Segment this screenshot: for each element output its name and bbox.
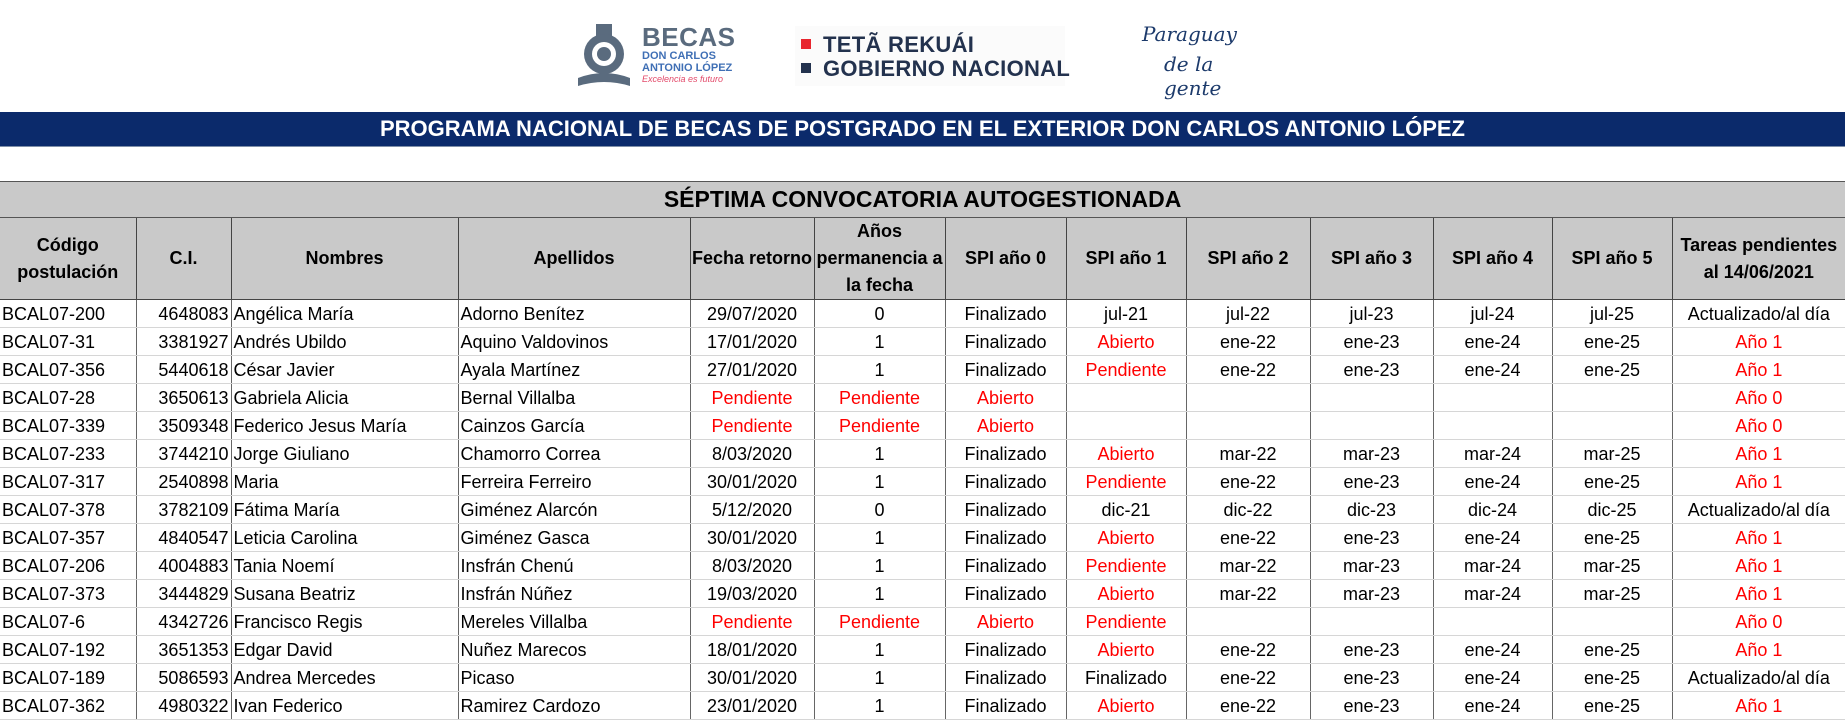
table-row [0,300,1845,328]
col-nombres-cell[interactable]: Ivan Federico [231,692,458,720]
col-codigo-cell[interactable]: BCAL07-200 [0,300,136,328]
col-spi-1-header: SPI año 1 [1066,218,1186,300]
table-row [0,608,1845,636]
col-anios-permanencia-cell[interactable]: 1 [814,468,945,496]
col-spi-0-cell[interactable]: Finalizado [945,356,1066,384]
col-tareas-pendientes-cell[interactable]: Año 1 [1672,524,1845,552]
col-nombres-cell[interactable]: Leticia Carolina [231,524,458,552]
col-apellidos-cell[interactable]: Chamorro Correa [458,440,690,468]
col-tareas-pendientes-cell[interactable]: Año 1 [1672,440,1845,468]
col-apellidos-cell[interactable]: Insfrán Núñez [458,580,690,608]
col-ci-cell[interactable]: 2540898 [136,468,231,496]
paraguay-line1: Paraguay [1142,22,1237,46]
col-apellidos-cell[interactable]: Cainzos García [458,412,690,440]
col-codigo-cell[interactable]: BCAL07-356 [0,356,136,384]
col-ci-cell[interactable]: 3509348 [136,412,231,440]
col-tareas-pendientes-cell[interactable]: Actualizado/al día [1672,300,1845,328]
col-fecha-retorno-header: Fecha retorno [690,218,814,300]
column-header-row [0,218,1845,300]
col-tareas-pendientes-cell[interactable]: Año 1 [1672,468,1845,496]
col-spi-4-cell[interactable]: ene-24 [1433,356,1552,384]
becas-sub2: ANTONIO LÓPEZ [642,62,733,74]
col-spi-1-cell[interactable]: Abierto [1066,524,1186,552]
col-ci-cell[interactable]: 4648083 [136,300,231,328]
col-spi-2-cell[interactable] [1186,384,1310,412]
col-spi-2-cell[interactable]: jul-22 [1186,300,1310,328]
col-spi-1-cell[interactable]: Abierto [1066,440,1186,468]
col-ci-cell[interactable]: 3444829 [136,580,231,608]
col-apellidos-cell[interactable]: Ramirez Cardozo [458,692,690,720]
col-tareas-pendientes-cell[interactable]: Actualizado/al día [1672,496,1845,524]
col-spi-0-cell[interactable]: Finalizado [945,580,1066,608]
col-tareas-pendientes-cell[interactable]: Año 0 [1672,384,1845,412]
col-spi-1-cell[interactable]: Pendiente [1066,552,1186,580]
col-codigo-cell[interactable]: BCAL07-378 [0,496,136,524]
col-nombres-cell[interactable]: Edgar David [231,636,458,664]
col-codigo-cell[interactable]: BCAL07-31 [0,328,136,356]
col-spi-1-cell[interactable]: Pendiente [1066,468,1186,496]
col-fecha-retorno-cell[interactable]: Pendiente [690,608,814,636]
col-anios-permanencia-cell[interactable]: Pendiente [814,412,945,440]
col-nombres-cell[interactable]: Francisco Regis [231,608,458,636]
col-spi-3-cell[interactable]: mar-23 [1310,580,1433,608]
tetarekuai-logo [795,26,1071,86]
col-tareas-pendientes-header: Tareas pendientes al 14/06/2021 [1672,218,1845,300]
col-nombres-cell[interactable]: Maria [231,468,458,496]
table-row [0,468,1845,496]
col-codigo-cell[interactable]: BCAL07-6 [0,608,136,636]
col-spi-0-cell[interactable]: Abierto [945,608,1066,636]
tetarekuai-line2: GOBIERNO NACIONAL [823,56,1071,81]
col-spi-2-cell[interactable]: mar-22 [1186,552,1310,580]
col-tareas-pendientes-cell[interactable]: Año 1 [1672,692,1845,720]
col-spi-1-cell[interactable]: Pendiente [1066,356,1186,384]
tetarekuai-line1: TETÃ REKUÁI [823,32,975,57]
col-apellidos-cell[interactable]: Insfrán Chenú [458,552,690,580]
col-anios-permanencia-cell[interactable]: 0 [814,496,945,524]
becas-logo [574,18,734,92]
col-nombres-cell[interactable]: Andrés Ubildo [231,328,458,356]
table-row [0,580,1845,608]
col-spi-2-cell[interactable]: dic-22 [1186,496,1310,524]
col-ci-cell[interactable]: 3650613 [136,384,231,412]
col-spi-1-cell[interactable] [1066,384,1186,412]
col-spi-5-cell[interactable] [1552,608,1672,636]
col-nombres-cell[interactable]: Federico Jesus María [231,412,458,440]
col-spi-5-cell[interactable]: dic-25 [1552,496,1672,524]
col-spi-1-cell[interactable]: dic-21 [1066,496,1186,524]
col-codigo-cell[interactable]: BCAL07-233 [0,440,136,468]
col-apellidos-cell[interactable]: Aquino Valdovinos [458,328,690,356]
col-apellidos-cell[interactable]: Nuñez Marecos [458,636,690,664]
becas-tagline: Excelencia es futuro [642,74,724,84]
col-spi-3-cell[interactable] [1310,608,1433,636]
col-codigo-cell[interactable]: BCAL07-28 [0,384,136,412]
col-spi-5-cell[interactable]: jul-25 [1552,300,1672,328]
col-tareas-pendientes-cell[interactable]: Año 0 [1672,608,1845,636]
table-row [0,636,1845,664]
table-body [0,300,1845,720]
paraguay-logo [1138,22,1238,100]
col-spi-5-cell[interactable]: mar-25 [1552,552,1672,580]
col-spi-2-cell[interactable]: ene-22 [1186,692,1310,720]
col-spi-1-cell[interactable]: Pendiente [1066,608,1186,636]
col-spi-3-cell[interactable]: ene-23 [1310,356,1433,384]
col-anios-permanencia-cell[interactable]: 1 [814,356,945,384]
table-row [0,552,1845,580]
col-fecha-retorno-cell[interactable]: 30/01/2020 [690,664,814,692]
col-apellidos-cell[interactable]: Picaso [458,664,690,692]
col-tareas-pendientes-cell[interactable]: Año 1 [1672,580,1845,608]
col-spi-4-cell[interactable]: ene-24 [1433,468,1552,496]
col-spi-1-cell[interactable]: Abierto [1066,580,1186,608]
table-row [0,328,1845,356]
col-spi-4-cell[interactable]: ene-24 [1433,636,1552,664]
col-anios-permanencia-cell[interactable]: 1 [814,664,945,692]
col-fecha-retorno-cell[interactable]: 30/01/2020 [690,468,814,496]
col-spi-4-cell[interactable]: jul-24 [1433,300,1552,328]
col-spi-3-cell[interactable]: mar-23 [1310,440,1433,468]
col-spi-3-cell[interactable]: ene-23 [1310,692,1433,720]
col-anios-permanencia-cell[interactable]: Pendiente [814,384,945,412]
col-anios-permanencia-cell[interactable]: Pendiente [814,608,945,636]
col-codigo-cell[interactable]: BCAL07-357 [0,524,136,552]
col-spi-2-cell[interactable]: ene-22 [1186,356,1310,384]
col-apellidos-header: Apellidos [458,218,690,300]
col-spi-0-cell[interactable]: Finalizado [945,692,1066,720]
becas-emblem-icon [574,22,634,90]
col-spi-2-cell[interactable] [1186,412,1310,440]
program-title: PROGRAMA NACIONAL DE BECAS DE POSTGRADO EN EL EXTERIOR DON CARLOS ANTONIO LÓPEZ [379,116,1465,141]
col-spi-3-cell[interactable]: jul-23 [1310,300,1433,328]
col-nombres-cell[interactable]: Jorge Giuliano [231,440,458,468]
col-apellidos-cell[interactable]: Mereles Villalba [458,608,690,636]
col-spi-4-cell[interactable]: mar-24 [1433,580,1552,608]
col-fecha-retorno-cell[interactable]: 23/01/2020 [690,692,814,720]
col-codigo-cell[interactable]: BCAL07-317 [0,468,136,496]
scholarship-table [0,181,1845,720]
col-spi-2-cell[interactable]: mar-22 [1186,440,1310,468]
col-codigo-cell[interactable]: BCAL07-189 [0,664,136,692]
red-square-icon [801,39,811,49]
becas-sub1: DON CARLOS [642,50,716,62]
col-anios-permanencia-cell[interactable]: 1 [814,524,945,552]
col-ci-cell[interactable]: 5086593 [136,664,231,692]
col-anios-permanencia-cell[interactable]: 1 [814,328,945,356]
col-spi-5-cell[interactable]: ene-25 [1552,468,1672,496]
col-anios-permanencia-cell[interactable]: 1 [814,580,945,608]
col-spi-5-cell[interactable]: mar-25 [1552,440,1672,468]
col-ci-cell[interactable]: 3381927 [136,328,231,356]
col-tareas-pendientes-cell[interactable]: Año 1 [1672,328,1845,356]
col-fecha-retorno-cell[interactable]: 30/01/2020 [690,524,814,552]
col-ci-cell[interactable]: 3651353 [136,636,231,664]
col-spi-2-cell[interactable]: ene-22 [1186,636,1310,664]
col-ci-cell[interactable]: 4004883 [136,552,231,580]
col-spi-4-cell[interactable]: mar-24 [1433,552,1552,580]
col-ci-cell[interactable]: 4980322 [136,692,231,720]
program-banner [0,112,1845,147]
col-spi-0-cell[interactable]: Finalizado [945,552,1066,580]
col-apellidos-cell[interactable]: Ayala Martínez [458,356,690,384]
col-spi-0-cell[interactable]: Finalizado [945,636,1066,664]
col-spi-0-cell[interactable]: Finalizado [945,328,1066,356]
col-spi-2-header: SPI año 2 [1186,218,1310,300]
table-row [0,384,1845,412]
col-spi-0-header: SPI año 0 [945,218,1066,300]
col-codigo-cell[interactable]: BCAL07-373 [0,580,136,608]
col-fecha-retorno-cell[interactable]: Pendiente [690,384,814,412]
col-spi-1-cell[interactable] [1066,412,1186,440]
col-spi-4-cell[interactable]: dic-24 [1433,496,1552,524]
col-spi-4-cell[interactable] [1433,384,1552,412]
col-tareas-pendientes-cell[interactable]: Actualizado/al día [1672,664,1845,692]
col-nombres-cell[interactable]: César Javier [231,356,458,384]
section-title: SÉPTIMA CONVOCATORIA AUTOGESTIONADA [0,182,1845,218]
col-anios-permanencia-cell[interactable]: 1 [814,692,945,720]
col-spi-1-cell[interactable]: Abierto [1066,692,1186,720]
col-nombres-cell[interactable]: Fátima María [231,496,458,524]
col-nombres-cell[interactable]: Susana Beatriz [231,580,458,608]
col-nombres-cell[interactable]: Andrea Mercedes [231,664,458,692]
col-spi-0-cell[interactable]: Finalizado [945,300,1066,328]
col-nombres-cell[interactable]: Tania Noemí [231,552,458,580]
col-ci-header: C.I. [136,218,231,300]
col-spi-2-cell[interactable]: ene-22 [1186,328,1310,356]
col-spi-3-cell[interactable]: mar-23 [1310,552,1433,580]
col-spi-5-cell[interactable]: ene-25 [1552,692,1672,720]
col-spi-4-cell[interactable]: ene-24 [1433,524,1552,552]
col-spi-5-cell[interactable] [1552,384,1672,412]
col-fecha-retorno-cell[interactable]: Pendiente [690,412,814,440]
col-fecha-retorno-cell[interactable]: 5/12/2020 [690,496,814,524]
col-fecha-retorno-cell[interactable]: 8/03/2020 [690,552,814,580]
col-spi-2-cell[interactable]: mar-22 [1186,580,1310,608]
col-anios-permanencia-cell[interactable]: 0 [814,300,945,328]
col-spi-3-cell[interactable]: dic-23 [1310,496,1433,524]
col-spi-0-cell[interactable]: Abierto [945,412,1066,440]
table-row [0,440,1845,468]
col-spi-0-cell[interactable]: Finalizado [945,440,1066,468]
col-spi-3-cell[interactable]: ene-23 [1310,328,1433,356]
col-fecha-retorno-cell[interactable]: 29/07/2020 [690,300,814,328]
col-fecha-retorno-cell[interactable]: 8/03/2020 [690,440,814,468]
col-spi-5-cell[interactable]: ene-25 [1552,636,1672,664]
col-apellidos-cell[interactable]: Adorno Benítez [458,300,690,328]
scholarship-sheet [0,181,1845,716]
col-spi-5-header: SPI año 5 [1552,218,1672,300]
col-tareas-pendientes-cell[interactable]: Año 1 [1672,552,1845,580]
col-spi-4-header: SPI año 4 [1433,218,1552,300]
becas-title: BECAS [642,22,736,52]
logo-strip [0,0,1845,112]
paraguay-line2: de la gente [1164,52,1222,100]
col-spi-0-cell[interactable]: Finalizado [945,468,1066,496]
table-row [0,664,1845,692]
col-fecha-retorno-cell[interactable]: 17/01/2020 [690,328,814,356]
col-tareas-pendientes-cell[interactable]: Año 1 [1672,356,1845,384]
col-nombres-cell[interactable]: Angélica María [231,300,458,328]
col-anios-permanencia-cell[interactable]: 1 [814,636,945,664]
col-ci-cell[interactable]: 5440618 [136,356,231,384]
col-spi-5-cell[interactable]: ene-25 [1552,664,1672,692]
col-codigo-cell[interactable]: BCAL07-192 [0,636,136,664]
col-anios-permanencia-cell[interactable]: 1 [814,440,945,468]
col-apellidos-cell[interactable]: Giménez Gasca [458,524,690,552]
col-spi-4-cell[interactable]: ene-24 [1433,692,1552,720]
col-spi-3-header: SPI año 3 [1310,218,1433,300]
table-row [0,496,1845,524]
col-spi-2-cell[interactable]: ene-22 [1186,664,1310,692]
col-codigo-cell[interactable]: BCAL07-339 [0,412,136,440]
col-tareas-pendientes-cell[interactable]: Año 1 [1672,636,1845,664]
col-spi-3-cell[interactable]: ene-23 [1310,524,1433,552]
col-spi-2-cell[interactable]: ene-22 [1186,468,1310,496]
col-ci-cell[interactable]: 3782109 [136,496,231,524]
col-spi-4-cell[interactable]: ene-24 [1433,328,1552,356]
col-spi-4-cell[interactable] [1433,608,1552,636]
col-nombres-cell[interactable]: Gabriela Alicia [231,384,458,412]
col-spi-0-cell[interactable]: Finalizado [945,664,1066,692]
col-spi-2-cell[interactable]: ene-22 [1186,524,1310,552]
col-fecha-retorno-cell[interactable]: 27/01/2020 [690,356,814,384]
col-codigo-header: Código postulación [0,218,136,300]
col-spi-1-cell[interactable]: Abierto [1066,636,1186,664]
col-nombres-header: Nombres [231,218,458,300]
table-row [0,524,1845,552]
col-spi-0-cell[interactable]: Finalizado [945,496,1066,524]
col-spi-1-cell[interactable]: Abierto [1066,328,1186,356]
col-spi-3-cell[interactable]: ene-23 [1310,664,1433,692]
col-codigo-cell[interactable]: BCAL07-362 [0,692,136,720]
col-apellidos-cell[interactable]: Bernal Villalba [458,384,690,412]
col-spi-1-cell[interactable]: jul-21 [1066,300,1186,328]
col-spi-3-cell[interactable]: ene-23 [1310,636,1433,664]
col-fecha-retorno-cell[interactable]: 19/03/2020 [690,580,814,608]
col-spi-0-cell[interactable]: Abierto [945,384,1066,412]
col-spi-4-cell[interactable]: ene-24 [1433,664,1552,692]
col-ci-cell[interactable]: 4840547 [136,524,231,552]
table-row [0,356,1845,384]
col-spi-5-cell[interactable]: ene-25 [1552,356,1672,384]
col-spi-0-cell[interactable]: Finalizado [945,524,1066,552]
col-fecha-retorno-cell[interactable]: 18/01/2020 [690,636,814,664]
col-spi-5-cell[interactable] [1552,412,1672,440]
blue-square-icon [801,63,811,73]
col-anios-permanencia-cell[interactable]: 1 [814,552,945,580]
col-spi-3-cell[interactable]: ene-23 [1310,468,1433,496]
col-spi-4-cell[interactable]: mar-24 [1433,440,1552,468]
col-spi-4-cell[interactable] [1433,412,1552,440]
col-tareas-pendientes-cell[interactable]: Año 0 [1672,412,1845,440]
col-apellidos-cell[interactable]: Ferreira Ferreiro [458,468,690,496]
table-row [0,692,1845,720]
col-ci-cell[interactable]: 4342726 [136,608,231,636]
col-spi-3-cell[interactable] [1310,412,1433,440]
col-anios-permanencia-header: Años permanencia a la fecha [814,218,945,300]
table-row [0,412,1845,440]
col-spi-5-cell[interactable]: ene-25 [1552,328,1672,356]
col-apellidos-cell[interactable]: Giménez Alarcón [458,496,690,524]
col-spi-1-cell[interactable]: Finalizado [1066,664,1186,692]
col-spi-2-cell[interactable] [1186,608,1310,636]
col-codigo-cell[interactable]: BCAL07-206 [0,552,136,580]
col-spi-3-cell[interactable] [1310,384,1433,412]
col-spi-5-cell[interactable]: mar-25 [1552,580,1672,608]
col-spi-5-cell[interactable]: ene-25 [1552,524,1672,552]
col-ci-cell[interactable]: 3744210 [136,440,231,468]
